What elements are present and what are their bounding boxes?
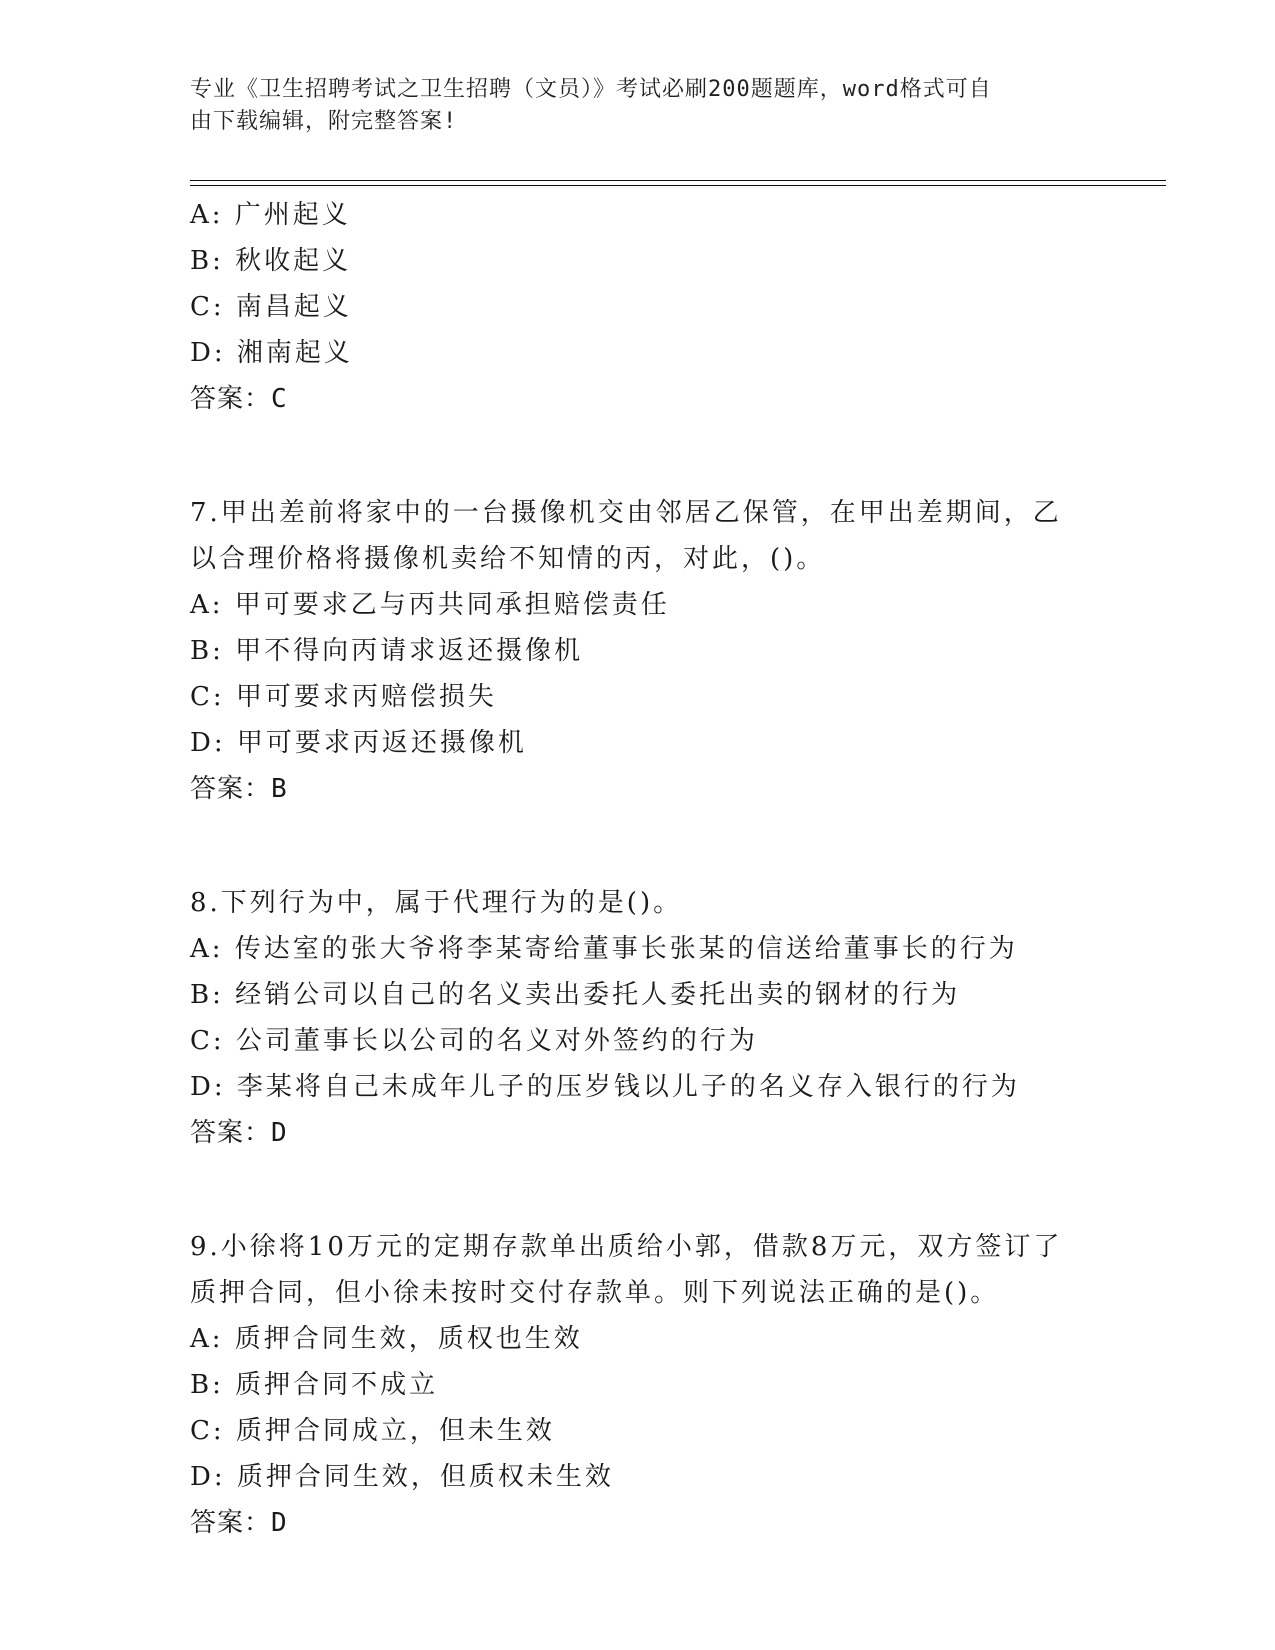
question-6-block [190, 192, 1090, 422]
header-line-1: 专业《卫生招聘考试之卫生招聘（文员）》考试必刷200题题库，word格式可自 [190, 77, 992, 102]
question-9-block [190, 1224, 1090, 1546]
option-c: C: 公司董事长以公司的名义对外签约的行为 [190, 1026, 758, 1056]
header-divider-top [190, 180, 1166, 181]
question-stem-line-2: 质押合同，但小徐未按时交付存款单。则下列说法正确的是()。 [190, 1278, 1000, 1308]
question-spacer [190, 812, 1090, 880]
answer-line: 答案：C [190, 384, 288, 414]
option-d: D: 质押合同生效，但质权未生效 [190, 1462, 614, 1492]
option-b: B: 甲不得向丙请求返还摄像机 [190, 636, 584, 666]
header-line-2: 由下载编辑，附完整答案! [190, 109, 458, 134]
question-stem-line-1: 9.小徐将10万元的定期存款单出质给小郭，借款8万元，双方签订了 [190, 1232, 1063, 1262]
option-a: A: 广州起义 [190, 200, 351, 230]
option-c: C: 南昌起义 [190, 292, 352, 322]
option-c: C: 质押合同成立，但未生效 [190, 1416, 555, 1446]
option-d: D: 湘南起义 [190, 338, 353, 368]
question-7-block [190, 490, 1090, 812]
document-body [190, 192, 1090, 1546]
option-c: C: 甲可要求丙赔偿损失 [190, 682, 497, 712]
option-d: D: 甲可要求丙返还摄像机 [190, 728, 527, 758]
document-header [190, 74, 1090, 138]
option-d: D: 李某将自己未成年儿子的压岁钱以儿子的名义存入银行的行为 [190, 1072, 1020, 1102]
option-a: A: 甲可要求乙与丙共同承担赔偿责任 [190, 590, 670, 620]
answer-line: 答案：D [190, 1508, 288, 1538]
question-stem-line-1: 7.甲出差前将家中的一台摄像机交由邻居乙保管，在甲出差期间，乙 [190, 498, 1062, 528]
option-b: B: 质押合同不成立 [190, 1370, 439, 1400]
answer-line: 答案：B [190, 774, 288, 804]
question-stem-line-1: 8.下列行为中，属于代理行为的是()。 [190, 888, 683, 918]
option-a: A: 传达室的张大爷将李某寄给董事长张某的信送给董事长的行为 [190, 934, 1018, 964]
answer-line: 答案：D [190, 1118, 288, 1148]
question-spacer [190, 1156, 1090, 1224]
option-a: A: 质押合同生效，质权也生效 [190, 1324, 583, 1354]
header-divider-bottom [190, 185, 1166, 186]
option-b: B: 经销公司以自己的名义卖出委托人委托出卖的钢材的行为 [190, 980, 961, 1010]
question-spacer [190, 422, 1090, 490]
question-8-block [190, 880, 1090, 1156]
option-b: B: 秋收起义 [190, 246, 352, 276]
question-stem-line-2: 以合理价格将摄像机卖给不知情的丙，对此，()。 [190, 544, 826, 574]
